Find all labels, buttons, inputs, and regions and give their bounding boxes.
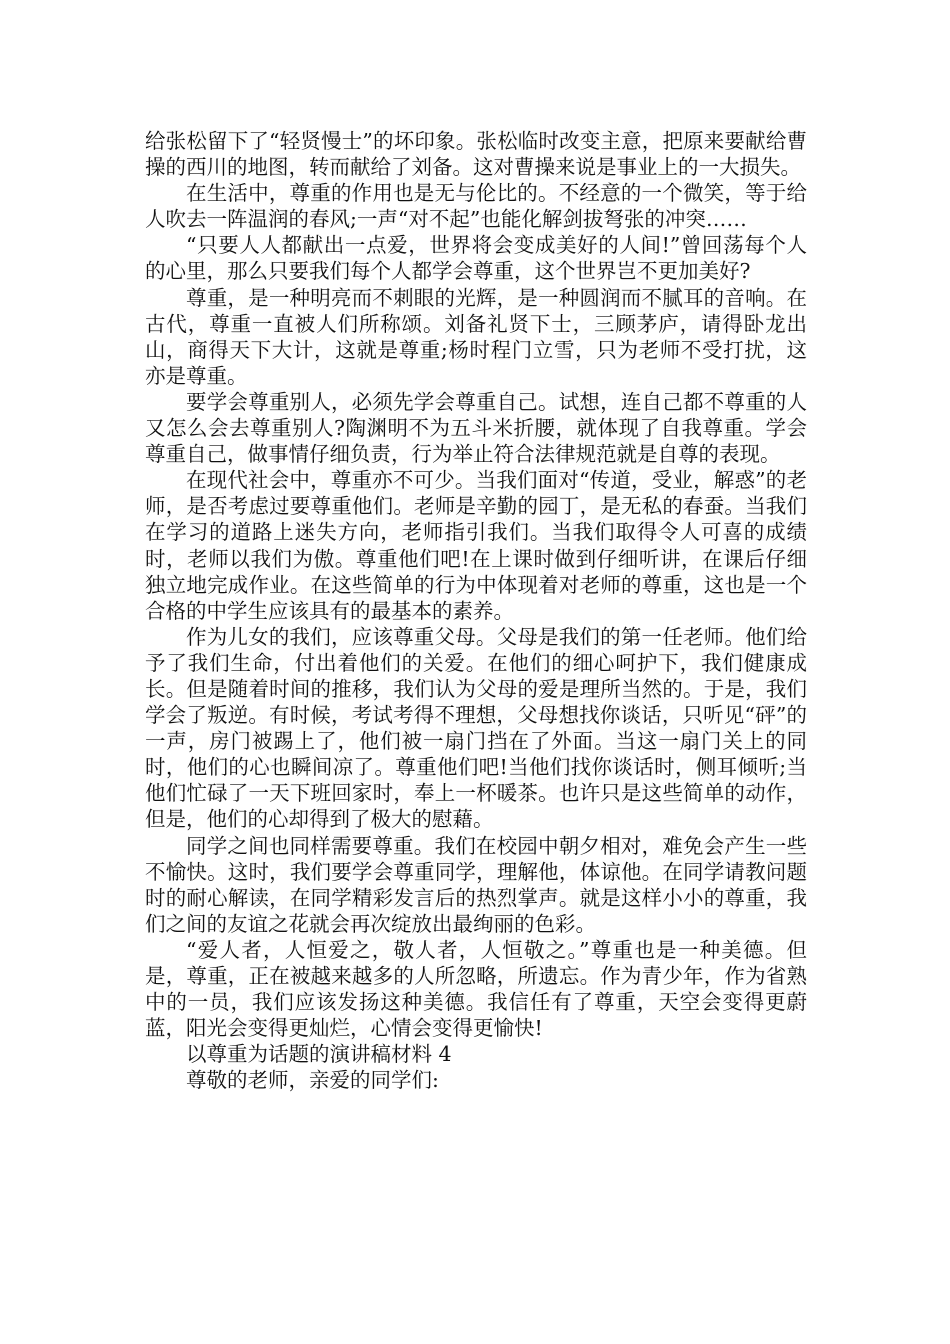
paragraph: 同学之间也同样需要尊重。我们在校园中朝夕相对，难免会产生一些不愉快。这时，我们要学会尊重同学，理解他，体谅他。在同学请教问题时的耐心解读，在同学精彩发言后的热烈掌声。就是这样小小的尊重，我们之间的友谊之花就会再次绽放出最绚丽的色彩。: [145, 833, 807, 936]
paragraph: 在生活中，尊重的作用也是无与伦比的。不经意的一个微笑，等于给人吹去一阵温润的春风;一声“对不起”也能化解剑拔弩张的冲突……: [145, 181, 807, 232]
salutation: 尊敬的老师，亲爱的同学们:: [186, 1068, 439, 1093]
document-body: [145, 128, 807, 1093]
section-heading: 以尊重为话题的演讲稿材料 4: [186, 1042, 452, 1067]
paragraph: 在现代社会中，尊重亦不可少。当我们面对“传道，受业，解惑”的老师，是否考虑过要尊重他们。老师是辛勤的园丁，是无私的春蚕。当我们在学习的道路上迷失方向，老师指引我们。当我们取得令人可喜的成绩时，老师以我们为傲。尊重他们吧!在上课时做到仔细听讲，在课后仔细独立地完成作业。在这些简单的行为中体现着对老师的尊重，这也是一个合格的中学生应该具有的最基本的素养。: [145, 468, 807, 623]
paragraph: 尊重，是一种明亮而不刺眼的光辉，是一种圆润而不腻耳的音响。在古代，尊重一直被人们所称颂。刘备礼贤下士，三顾茅庐，请得卧龙出山，商得天下大计，这就是尊重;杨时程门立雪，只为老师不受打扰，这亦是尊重。: [145, 285, 807, 388]
paragraph: 要学会尊重别人，必须先学会尊重自己。试想，连自己都不尊重的人又怎么会去尊重别人?陶渊明不为五斗米折腰，就体现了自我尊重。学会尊重自己，做事情仔细负责，行为举止符合法律规范就是自尊的表现。: [145, 389, 807, 467]
paragraph-continuation: 给张松留下了“轻贤慢士”的坏印象。张松临时改变主意，把原来要献给曹操的西川的地图，转而献给了刘备。这对曹操来说是事业上的一大损失。: [145, 129, 807, 180]
paragraph: “爱人者，人恒爱之，敬人者，人恒敬之。”尊重也是一种美德。但是，尊重，正在被越来越多的人所忽略，所遗忘。作为青少年，作为省熟中的一员，我们应该发扬这种美德。我信任有了尊重，天空会变得更蔚蓝，阳光会变得更灿烂，心情会变得更愉快!: [145, 937, 807, 1041]
paragraph: 作为儿女的我们，应该尊重父母。父母是我们的第一任老师。他们给予了我们生命，付出着他们的关爱。在他们的细心呵护下，我们健康成长。但是随着时间的推移，我们认为父母的爱是理所当然的。于是，我们学会了叛逆。有时候，考试考得不理想，父母想找你谈话，只听见“砰”的一声，房门被踢上了，他们被一扇门挡在了外面。当这一扇门关上的同时，他们的心也瞬间凉了。尊重他们吧!当他们找你谈话时，侧耳倾听;当他们忙碌了一天下班回家时，奉上一杯暖茶。也许只是这些简单的动作，但是，他们的心却得到了极大的慰藉。: [145, 624, 807, 832]
paragraph: “只要人人都献出一点爱，世界将会变成美好的人间!”曾回荡每个人的心里，那么只要我们每个人都学会尊重，这个世界岂不更加美好?: [145, 233, 807, 284]
